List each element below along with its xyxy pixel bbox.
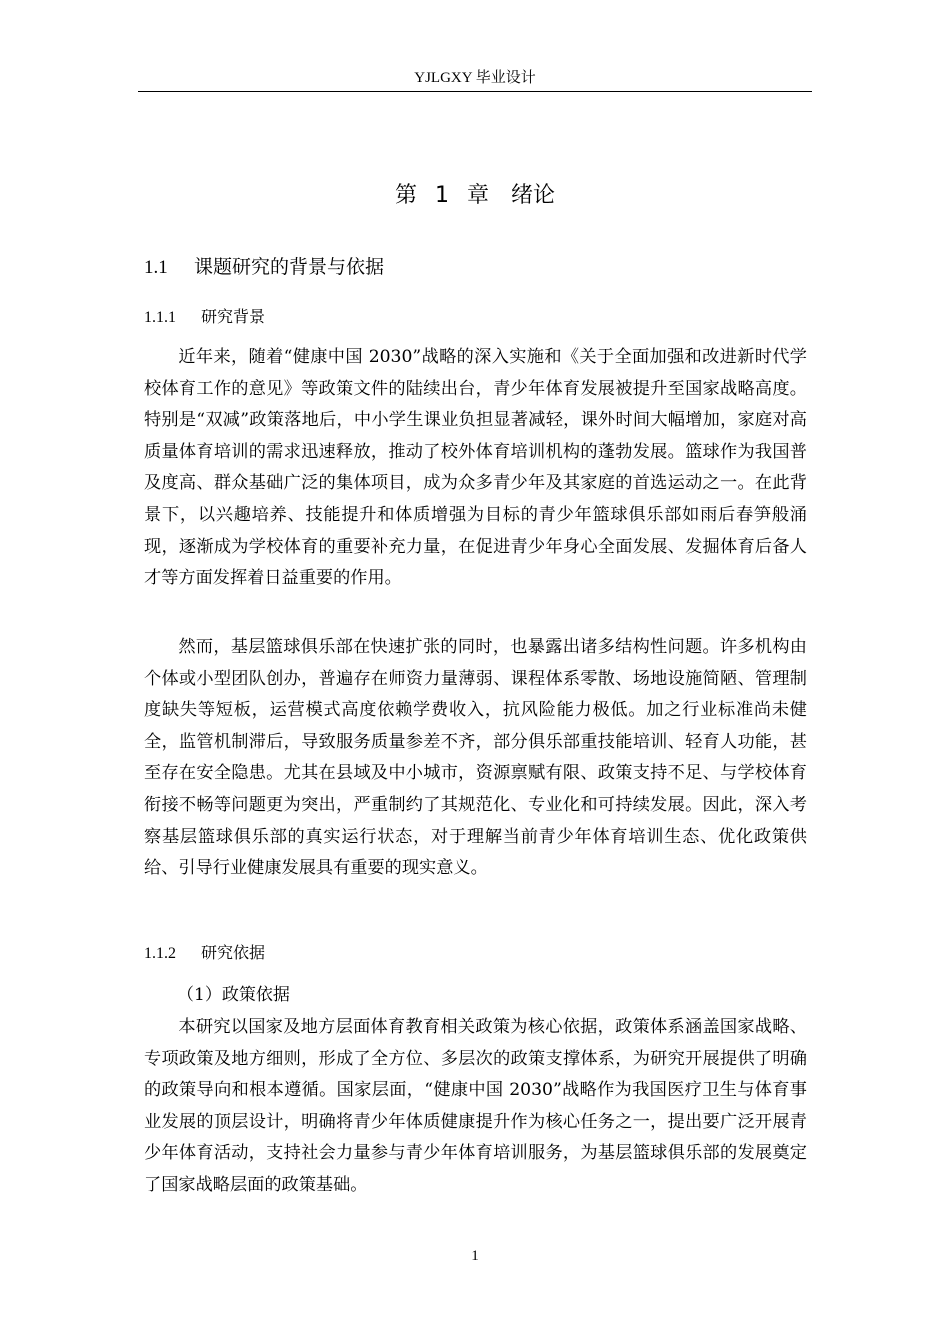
- section-title: 课题研究的背景与依据: [194, 256, 385, 278]
- header-title: YJLGXY 毕业设计: [414, 70, 536, 86]
- header-divider: [138, 91, 812, 92]
- subsection-title: 研究背景: [201, 307, 266, 326]
- body-paragraph: 本研究以国家及地方层面体育教育相关政策为核心依据，政策体系涵盖国家战略、专项政策及地方细则，形成了全方位、多层次的政策支撑体系，为研究开展提供了明确的政策导向和根本遵循。国家层面，“健康中国 2030”战略作为我国医疗卫生与体育事业发展的顶层设计，明确将青少年体质健康提升作为核心任务之一，提出要广泛开展青少年体育活动，支持社会力量参与青少年体育培训服务，为基层篮球俱乐部的发展奠定了国家战略层面的政策基础。: [144, 1017, 807, 1195]
- chapter-title: 第 1 章 绪论: [395, 183, 555, 208]
- subsection-title: 研究依据: [201, 943, 266, 962]
- policy-basis-subheading: （1）政策依据: [177, 985, 290, 1005]
- section-heading-1-1: [144, 254, 384, 281]
- subsection-number: 1.1.2: [144, 945, 176, 962]
- page-number: 1: [471, 1248, 479, 1264]
- subsection-heading-1-1-2: [144, 942, 265, 965]
- subsection-heading-1-1-1: [144, 306, 265, 329]
- body-paragraph: 近年来，随着“健康中国 2030”战略的深入实施和《关于全面加强和改进新时代学校体育工作的意见》等政策文件的陆续出台，青少年体育发展被提升至国家战略高度。特别是“双减”政策落地后，中小学生课业负担显著减轻，课外时间大幅增加，家庭对高质量体育培训的需求迅速释放，推动了校外体育培训机构的蓬勃发展。篮球作为我国普及度高、群众基础广泛的集体项目，成为众多青少年及其家庭的首选运动之一。在此背景下，以兴趣培养、技能提升和体质增强为目标的青少年篮球俱乐部如雨后春笋般涌现，逐渐成为学校体育的重要补充力量，在促进青少年身心全面发展、发掘体育后备人才等方面发挥着日益重要的作用。: [144, 347, 807, 589]
- section-number: 1.1: [144, 257, 168, 278]
- subsection-number: 1.1.1: [144, 309, 176, 326]
- body-paragraph: 然而，基层篮球俱乐部在快速扩张的同时，也暴露出诸多结构性问题。许多机构由个体或小型团队创办，普遍存在师资力量薄弱、课程体系零散、场地设施简陋、管理制度缺失等短板，运营模式高度依赖学费收入，抗风险能力极低。加之行业标准尚未健全，监管机制滞后，导致服务质量参差不齐，部分俱乐部重技能培训、轻育人功能，甚至存在安全隐患。尤其在县域及中小城市，资源禀赋有限、政策支持不足、与学校体育衔接不畅等问题更为突出，严重制约了其规范化、专业化和可持续发展。因此，深入考察基层篮球俱乐部的真实运行状态，对于理解当前青少年体育培训生态、优化政策供给、引导行业健康发展具有重要的现实意义。: [144, 637, 807, 879]
